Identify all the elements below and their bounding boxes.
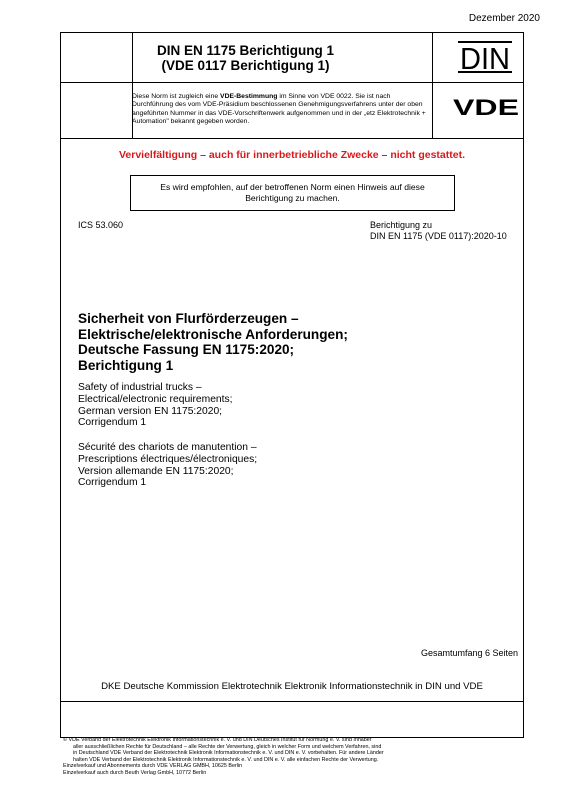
din-logo — [458, 40, 512, 74]
german-title-line: Sicherheit von Flurförderzeugen – — [78, 311, 299, 326]
german-title-line: Deutsche Fassung EN 1175:2020; — [78, 342, 295, 357]
french-title-line: Sécurité des chariots de manutention – — [78, 442, 257, 453]
french-title — [78, 442, 498, 489]
recommendation-box — [130, 175, 455, 211]
copyright-line: © VDE Verband der Elektrotechnik Elektronik Informationstechnik e. V. und DIN Deutsches Institut für Normung e. V. sind Inhaber — [63, 737, 372, 743]
note-bold: VDE-Bestimmung — [220, 93, 278, 100]
rights-line: halten VDE Verband der Elektrotechnik Elektronik Informationstechnik e. V. und DIN e. V. alle einfachen Rechte der Verwertung. — [73, 756, 379, 763]
divider — [61, 701, 523, 702]
english-title-line: Corrigendum 1 — [78, 417, 147, 429]
sales-line: Einzelverkauf auch durch Beuth Verlag GmbH, 10772 Berlin — [63, 769, 207, 776]
german-title-line: Berichtigung 1 — [78, 357, 174, 373]
document-title — [60, 43, 431, 73]
english-title-line: Safety of industrial trucks – — [78, 382, 202, 393]
document-date: Dezember 2020 — [468, 13, 540, 24]
dke-line: DKE Deutsche Kommission Elektrotechnik Elektronik Informationstechnik in DIN und VDE — [101, 681, 483, 692]
recommendation-line: Es wird empfohlen, auf der betroffenen Norm einen Hinweis auf diese — [160, 182, 425, 192]
rights-line: aller ausschließlichen Rechte für Deutschland – alle Rechte der Verwertung, gleich in welcher Form und welchem Verfahren, sind — [73, 743, 382, 750]
divider — [61, 82, 523, 83]
english-title-line: German version EN 1175:2020; — [78, 405, 223, 417]
french-title-line: Prescriptions électriques/électroniques; — [78, 453, 258, 465]
english-title — [78, 382, 498, 429]
vde-logo-text: VDE — [453, 97, 519, 117]
ics-code: ICS 53.060 — [78, 220, 124, 230]
recommendation-line: Berichtigung zu machen. — [245, 193, 340, 203]
din-logo-text: DIN — [460, 41, 510, 74]
german-title — [78, 311, 498, 373]
title-line: (VDE 0117 Berichtigung 1) — [161, 58, 330, 73]
french-title-line: Corrigendum 1 — [78, 477, 147, 489]
correction-line: Berichtigung zu — [370, 220, 433, 230]
correction-reference — [370, 220, 507, 242]
correction-line: DIN EN 1175 (VDE 0117):2020-10 — [370, 231, 507, 241]
divider — [432, 33, 433, 138]
note-text: Diese Norm ist zugleich eine — [132, 93, 221, 100]
divider — [61, 138, 523, 139]
rights-line: in Deutschland VDE Verband der Elektrotechnik Elektronik Informationstechnik e. V. und DIN e. V. vorbehalten. Für andere Länder — [73, 750, 384, 757]
copy-warning: Vervielfältigung – auch für innerbetriebliche Zwecke – nicht gestattet. — [118, 149, 465, 161]
rights-block — [63, 744, 533, 764]
copyright-footer — [63, 737, 533, 777]
vde-note — [132, 93, 430, 127]
title-line: DIN EN 1175 Berichtigung 1 — [156, 43, 335, 58]
total-pages: Gesamtumfang 6 Seiten — [420, 648, 518, 658]
english-title-line: Electrical/electronic requirements; — [78, 393, 233, 405]
german-title-line: Elektrische/elektronische Anforderungen; — [78, 326, 348, 342]
vde-logo — [450, 97, 522, 117]
french-title-line: Version allemande EN 1175:2020; — [78, 465, 234, 477]
note-text: im Sinne von VDE 0022. Sie ist nach Durchführung des vom VDE-Präsidium beschlossenen Genehmigungsverfahrens unter der oben angeführten Nummer in das VDE-Vorschriftenwerk aufgenommen und in der „etz Elektrotechnik + Automation" bekannt gegeben worden. — [132, 93, 426, 126]
sales-line: Einzelverkauf und Abonnements durch VDE VERLAG GMBH, 10625 Berlin — [63, 763, 243, 770]
